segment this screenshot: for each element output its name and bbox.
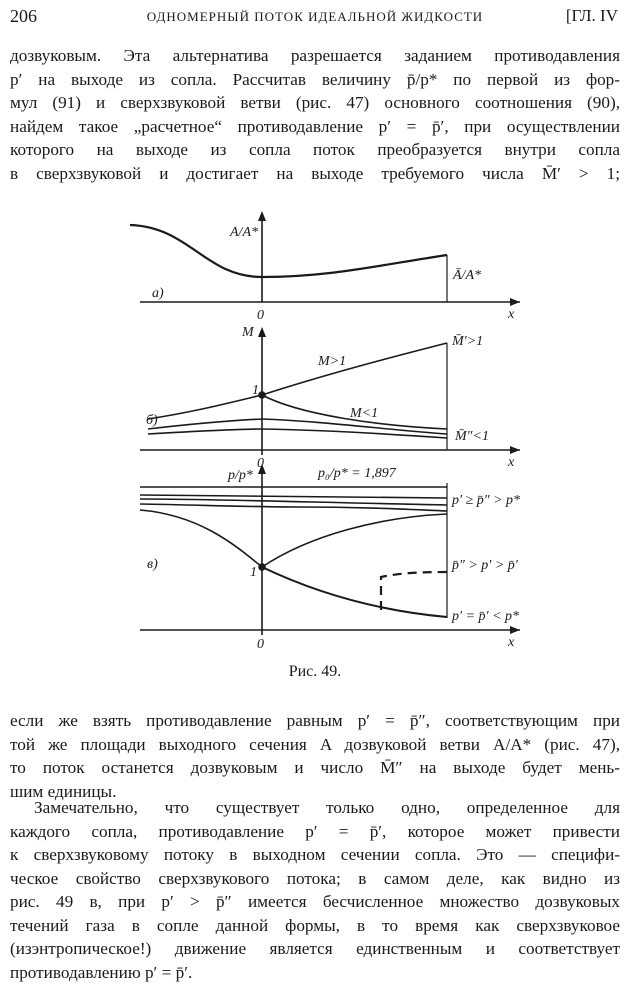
- x-label-b: x: [507, 455, 515, 470]
- pressure-supersonic-curve: [262, 567, 447, 617]
- text-line: шим единицы.: [10, 780, 620, 804]
- text-line: то поток останется дозвуковым и число M̄″ на выходе будет мень-: [10, 756, 620, 780]
- stagnation-label: p₀/p* = 1,897: [317, 466, 397, 481]
- text-line: если же взять противодавление равным p′ = p̄″, соответствующим при: [10, 709, 620, 733]
- figure-49: [0, 205, 630, 660]
- text-line: найдем такое „расчетное“ противодавление p′ = p̄′, при осуществлении: [10, 115, 620, 139]
- pressure-subsonic-2: [140, 499, 447, 505]
- text-line: дозвуковым. Эта альтернатива разрешается заданием противодавления: [10, 44, 620, 68]
- exit-mach-sub-label: M̄″<1: [454, 429, 489, 444]
- sonic-label-v: 1: [250, 565, 257, 580]
- pressure-label-mid: p̄″ > p′ > p̄′: [451, 558, 519, 573]
- x-axis-arrow-b: [510, 446, 520, 454]
- text-line: каждого сопла, противодавление p′ = p̄′, которое может привести: [10, 820, 620, 844]
- origin-label-v: 0: [257, 637, 264, 652]
- text-line: рис. 49 в, при p′ > p̄″ имеется бесчисленное множество дозвуковых: [10, 890, 620, 914]
- exit-mach-super-label: M̄′>1: [451, 334, 483, 349]
- y-axis-arrow-a: [258, 211, 266, 221]
- panel-label-a: а): [152, 286, 164, 301]
- text-line: к сверхзвуковому потоку в выходном сечении сопла. Это — специфи-: [10, 843, 620, 867]
- text-line: Замечательно, что существует только одно, определенное для: [10, 796, 620, 820]
- text-line: течений газа в сопле данной формы, в то время как сверхзвуковое: [10, 914, 620, 938]
- supersonic-label: M>1: [317, 354, 346, 369]
- paragraph-1: [10, 44, 620, 185]
- page-number: 206: [10, 6, 37, 27]
- x-label-v: x: [507, 635, 515, 650]
- sonic-point-b: [259, 392, 265, 398]
- y-axis-label-b: M: [241, 325, 255, 340]
- x-label-a: x: [507, 307, 515, 322]
- panel-a: [130, 211, 520, 306]
- x-axis-arrow-v: [510, 626, 520, 634]
- running-title: ОДНОМЕРНЫЙ ПОТОК ИДЕАЛЬНОЙ ЖИДКОСТИ: [10, 9, 620, 25]
- text-line: мул (91) и сверхзвуковой ветви (рис. 47) основного соотношения (90),: [10, 91, 620, 115]
- y-axis-label-a: A/A*: [229, 225, 258, 240]
- pressure-label-bottom: p′ = p̄′ < p*: [451, 609, 519, 624]
- figure-caption: Рис. 49.: [0, 663, 630, 681]
- origin-label-a: 0: [257, 308, 264, 323]
- panel-label-v: в): [147, 557, 158, 572]
- text-line: ческое свойство сверхзвукового потока; в самом деле, как видно из: [10, 867, 620, 891]
- y-axis-label-v: p/p*: [227, 468, 253, 483]
- text-line: (изэнтропическое!) движение является единственным и соответствует: [10, 937, 620, 961]
- y-axis-arrow-b: [258, 327, 266, 337]
- text-line: той же площади выходного сечения A дозвуковой ветви A/A* (рис. 47),: [10, 733, 620, 757]
- pressure-label-top: p′ ≥ p̄″ > p*: [451, 493, 520, 508]
- text-line: противодавлению p′ = p̄′.: [10, 961, 620, 984]
- text-line: в сверхзвуковой и достигает на выходе требуемого числа M̄′ > 1;: [10, 162, 620, 186]
- subsonic-label: M<1: [349, 406, 378, 421]
- chapter-label: [ГЛ. IV: [566, 6, 618, 26]
- nozzle-area-curve: [130, 225, 447, 277]
- panel-label-b: б): [146, 413, 158, 428]
- paragraph-2: [10, 709, 620, 803]
- sonic-label-b: 1: [252, 383, 259, 398]
- x-axis-arrow-a: [510, 298, 520, 306]
- pressure-subsonic-3: [140, 504, 447, 511]
- sonic-point-v: [259, 564, 265, 570]
- text-line: которого на выходе из сопла поток преобразуется внутри сопла: [10, 138, 620, 162]
- text-line: p′ на выходе из сопла. Рассчитав величину p̄/p* по первой из фор-: [10, 68, 620, 92]
- running-head: [10, 6, 620, 32]
- shock-dashed-line: [381, 572, 447, 610]
- pressure-subsonic-critical: [140, 510, 447, 567]
- paragraph-3: [10, 796, 620, 984]
- exit-area-label: Ā/A*: [452, 267, 481, 283]
- pressure-subsonic-1: [140, 495, 447, 498]
- origin-label-b: 0: [257, 456, 264, 471]
